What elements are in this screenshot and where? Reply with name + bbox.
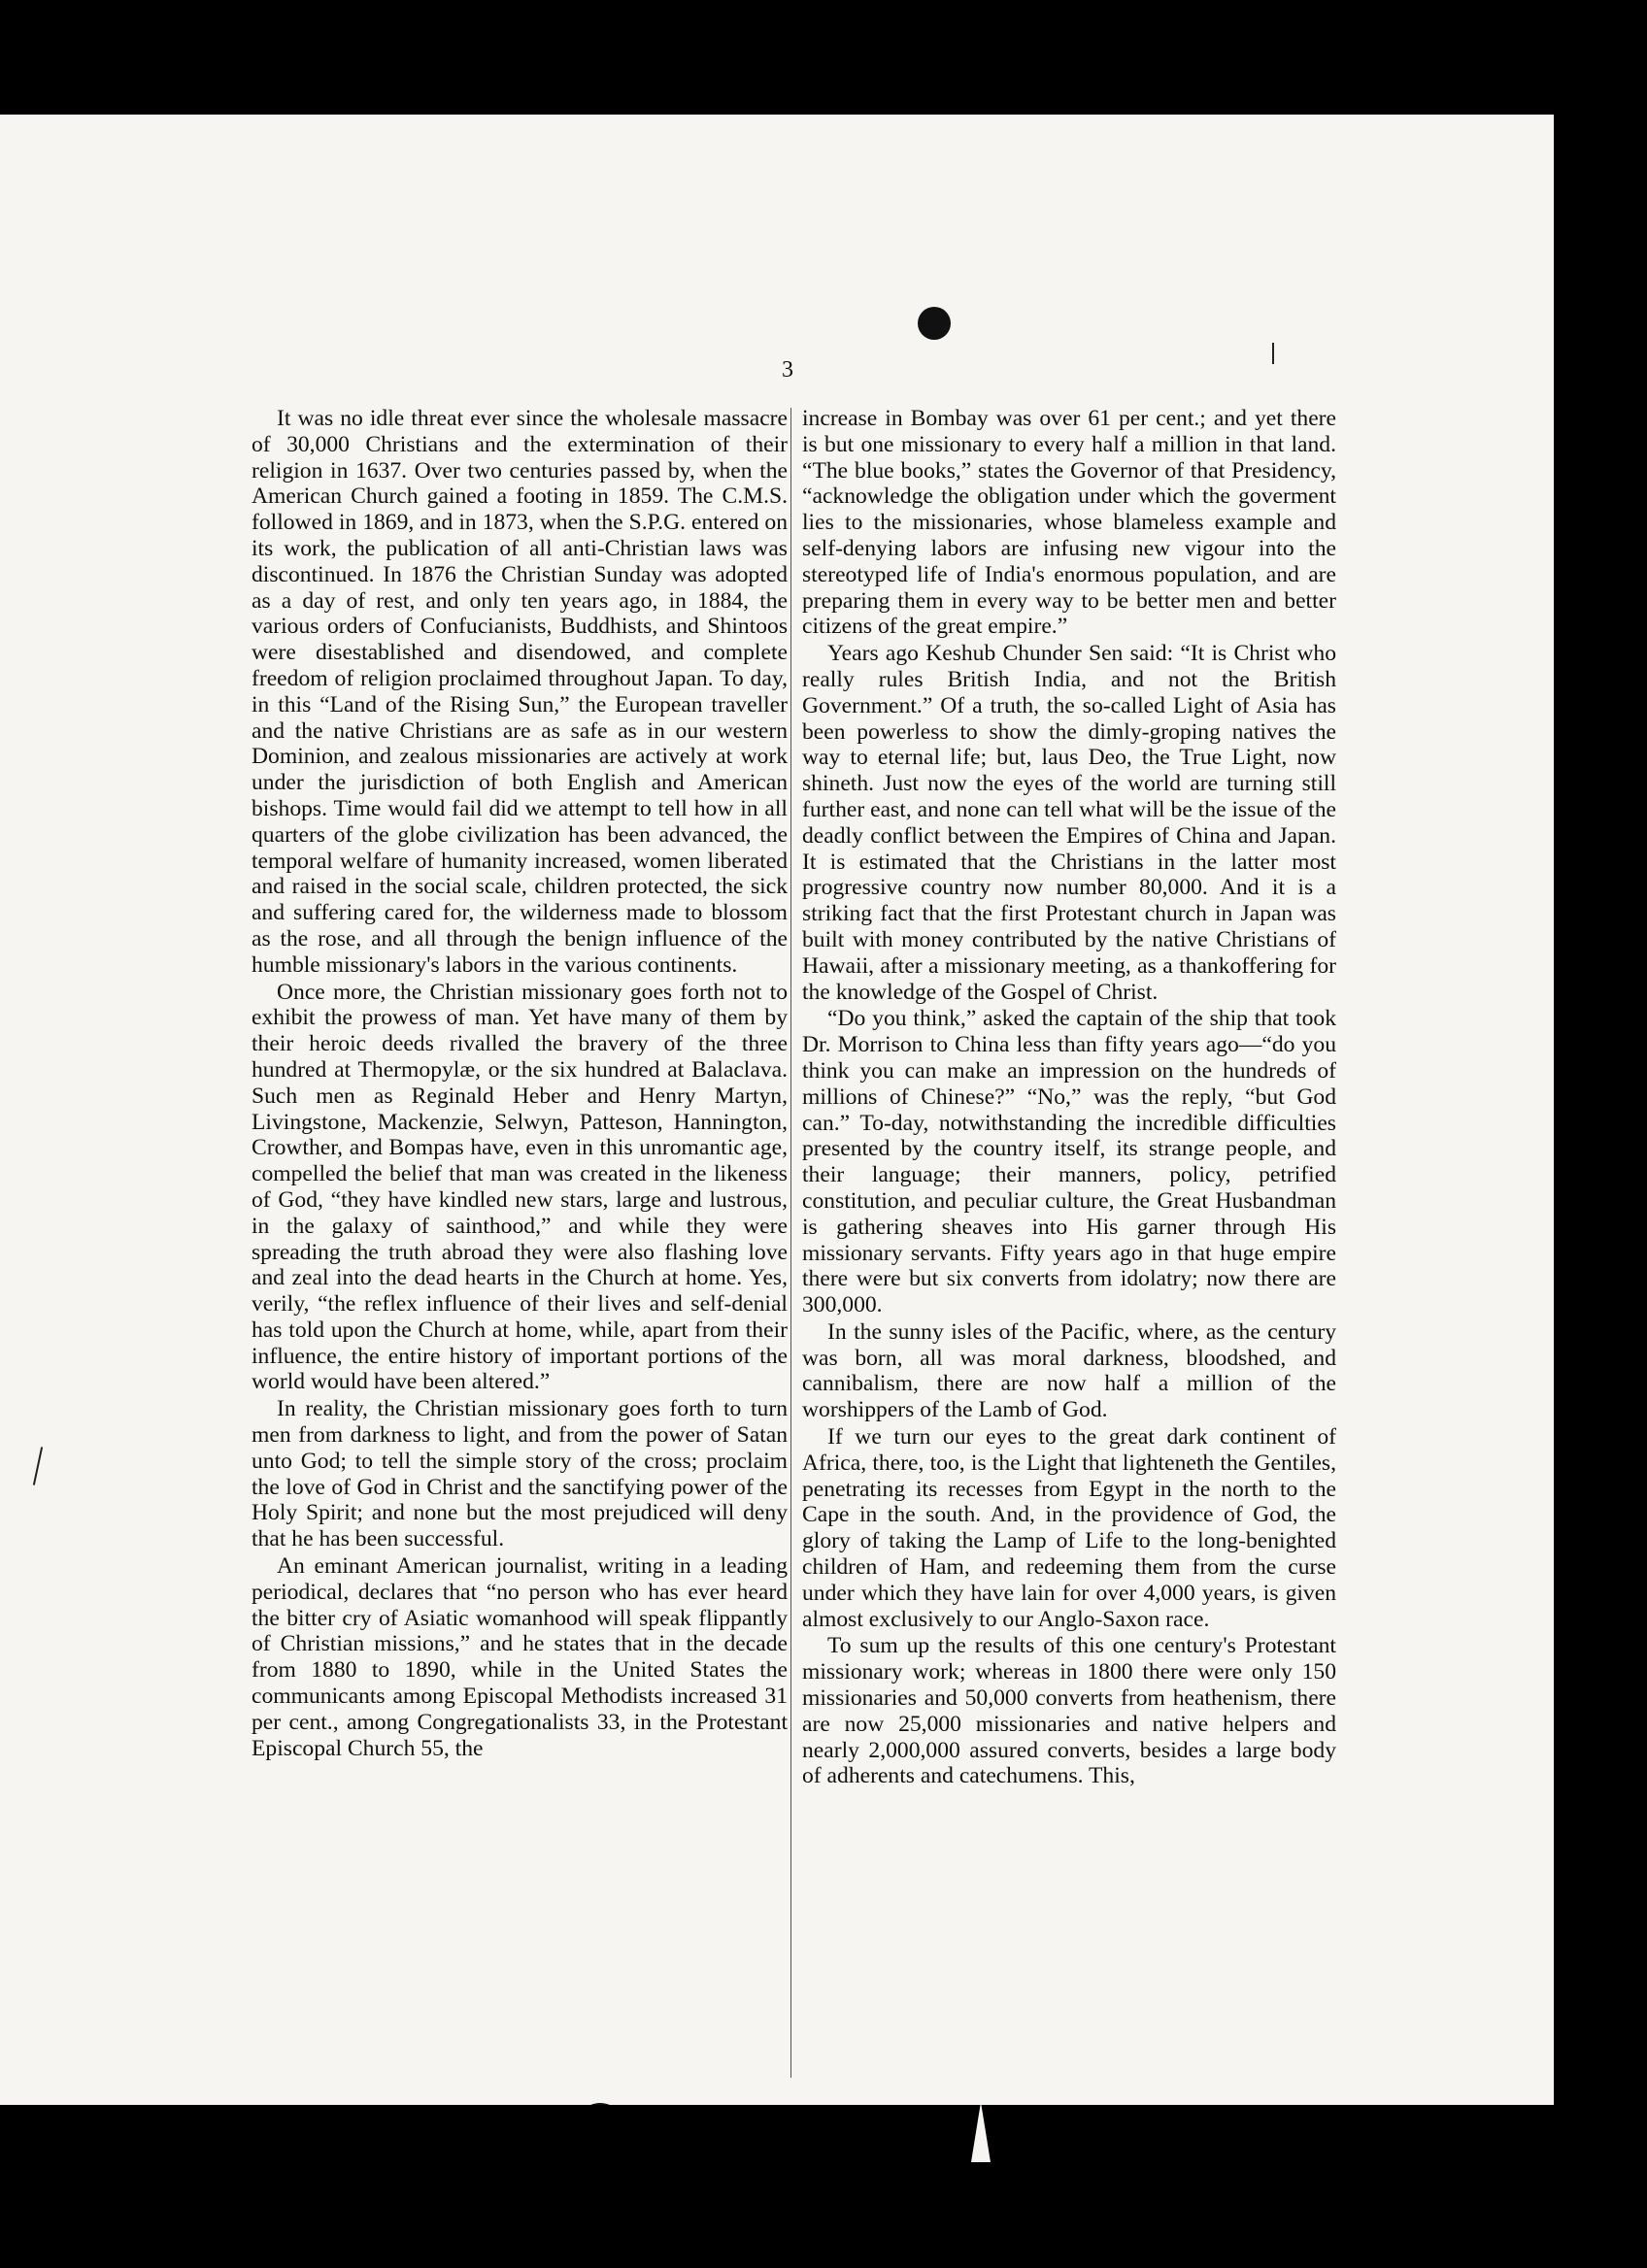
paragraph: increase in Bombay was over 61 per cent.; and yet there is but one missionary to every half a million in that land. “The blue books,” states the Governor of that Presidency, “acknowledge the obligation under which the goverment lies to the missionaries, whose blameless example and self-denying labors are infusing new vigour into the stereotyped life of India's enormous population, and are preparing them in every way to be better men and better citizens of the great empire.” (802, 406, 1336, 640)
paragraph: An eminant American journalist, writing in a leading periodical, declares that “no person who has ever heard the bitter cry of Asiatic womanhood will speak flippantly of Christian missions,” and he states that in the decade from 1880 to 1890, while in the United States the communicants among Episcopal Methodists increased 31 per cent., among Congregationalists 33, in the Protestant Episcopal Church 55, the (252, 1553, 788, 1761)
paragraph: To sum up the results of this one century's Protestant missionary work; whereas in 1800 there were only 150 missionaries and 50,000 converts from heathenism, there are now 25,000 missionaries and native helpers and nearly 2,000,000 assured converts, besides a large body of adherents and catechumens. This, (802, 1633, 1336, 1789)
paragraph: If we turn our eyes to the great dark continent of Africa, there, too, is the Light that lighteneth the Gentiles, penetrating its recesses from Egypt in the north to the Cape in the south. And, in the providence of God, the glory of taking the Lamp of Life to the long-benighted children of Ham, and redeeming them from the curse under which they have lain for over 4,000 years, is given almost exclusively to our Anglo-Saxon race. (802, 1424, 1336, 1632)
paragraph: Years ago Keshub Chunder Sen said: “It is Christ who really rules British India, and not the British Government.” Of a truth, the so-called Light of Asia has been powerless to show the dimly-groping natives the way to eternal life; but, laus Deo, the True Light, now shineth. Just now the eyes of the world are turning still further east, and none can tell what will be the issue of the deadly conflict between the Empires of China and Japan. It is estimated that the Christians in the latter most progressive country now number 80,000. And it is a striking fact that the first Protestant church in Japan was built with money contributed by the native Christians of Hawaii, after a missionary meeting, as a thankoffering for the knowledge of the Gospel of Christ. (802, 641, 1336, 1005)
paragraph: In reality, the Christian missionary goes forth to turn men from darkness to light, and from the power of Satan unto God; to tell the simple story of the cross; proclaim the love of God in Christ and the sanctifying power of the Holy Spirit; and none but the most prejudiced will deny that he has been successful. (252, 1396, 788, 1552)
page-number: 3 (782, 357, 793, 383)
paragraph: Once more, the Christian missionary goes forth not to exhibit the prowess of man. Yet have many of them by their heroic deeds rivalled the bravery of the three hundred at Thermopylæ, or the six hundred at Balaclava. Such men as Reginald Heber and Henry Martyn, Livingstone, Mackenzie, Selwyn, Patteson, Hannington, Crowther, and Bompas have, even in this unromantic age, compelled the belief that man was created in the likeness of God, “they have kindled new stars, large and lustrous, in the galaxy of sainthood,” and while they were spreading the truth abroad they were also flashing love and zeal into the dead hearts in the Church at home. Yes, verily, “the reflex influence of their lives and self-denial has told upon the Church at home, while, apart from their influence, the entire history of important portions of the world would have been altered.” (252, 979, 788, 1395)
paragraph: It was no idle threat ever since the wholesale massacre of 30,000 Christians and the extermination of their religion in 1637. Over two centuries passed by, when the American Church gained a footing in 1859. The C.M.S. followed in 1869, and in 1873, when the S.P.G. entered on its work, the publication of all anti-Christian laws was discontinued. In 1876 the Christian Sunday was adopted as a day of rest, and only ten years ago, in 1884, the various orders of Confucianists, Buddhists, and Shintoos were disestablished and disendowed, and complete freedom of religion proclaimed throughout Japan. To day, in this “Land of the Rising Sun,” the European traveller and the native Christians are as safe as in our western Dominion, and zealous missionaries are actively at work under the jurisdiction of both English and American bishops. Time would fail did we attempt to tell how in all quarters of the globe civilization has been advanced, the temporal welfare of humanity increased, women liberated and raised in the social scale, children protected, the sick and suffering cared for, the wilderness made to blossom as the rose, and all through the benign influence of the humble missionary's labors in the various continents. (252, 406, 788, 978)
page-tear (971, 2102, 991, 2162)
ink-blot (918, 307, 951, 340)
scanned-page (0, 115, 1554, 2105)
left-column (252, 406, 788, 1761)
paragraph: “Do you think,” asked the captain of the ship that took Dr. Morrison to China less than fifty years ago—“do you think you can make an impression on the hundreds of millions of Chinese?” “No,” was the reply, “but God can.” To-day, notwithstanding the incredible difficulties presented by the country itself, its strange people, and their language; their manners, policy, petrified constitution, and peculiar culture, the Great Husbandman is gathering sheaves into His garner through His missionary servants. Fifty years ago in that huge empire there were but six converts from idolatry; now there are 300,000. (802, 1006, 1336, 1318)
right-column (802, 406, 1336, 1789)
column-divider (790, 408, 791, 2078)
paragraph: In the sunny isles of the Pacific, where, as the century was born, all was moral darkness, bloodshed, and cannibalism, there are now half a million of the worshippers of the Lamb of God. (802, 1318, 1336, 1423)
stray-mark (1272, 343, 1274, 364)
ink-blot (577, 2103, 623, 2105)
